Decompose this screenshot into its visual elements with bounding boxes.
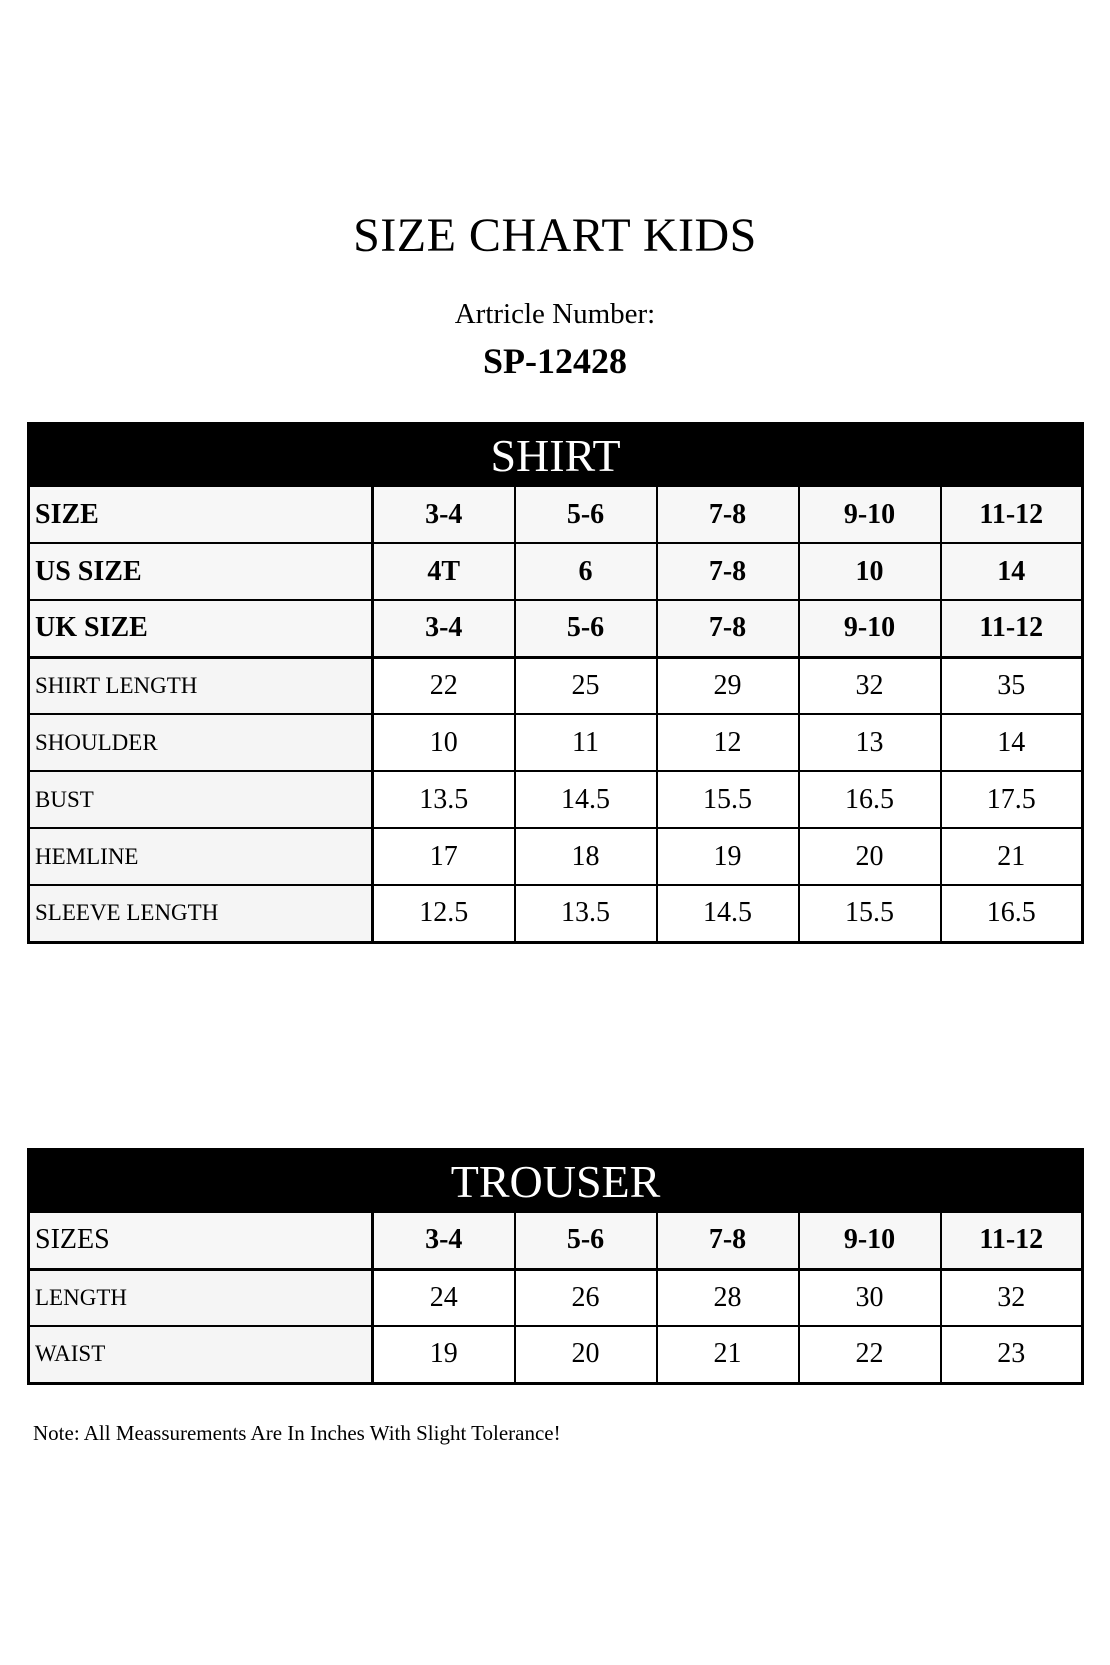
table-cell: 13.5 xyxy=(515,885,657,942)
table-cell: 9-10 xyxy=(799,1212,941,1269)
table-cell: 19 xyxy=(657,828,799,885)
table-row xyxy=(29,885,1083,942)
row-label: UK SIZE xyxy=(29,600,373,657)
table-cell: 20 xyxy=(515,1326,657,1383)
row-label: SHOULDER xyxy=(29,714,373,771)
table-cell: 11 xyxy=(515,714,657,771)
table-cell: 4T xyxy=(373,543,515,600)
shirt-size-table xyxy=(27,422,1084,944)
table-row xyxy=(29,543,1083,600)
row-label: SHIRT LENGTH xyxy=(29,657,373,714)
table-cell: 23 xyxy=(941,1326,1083,1383)
table-cell: 10 xyxy=(799,543,941,600)
table-cell: 16.5 xyxy=(941,885,1083,942)
table-cell: 12 xyxy=(657,714,799,771)
page-title: SIZE CHART KIDS xyxy=(353,209,757,262)
table-cell: 16.5 xyxy=(799,771,941,828)
table-cell: 26 xyxy=(515,1269,657,1326)
trouser-header-row xyxy=(29,1150,1083,1213)
table-cell: 9-10 xyxy=(799,600,941,657)
row-label: LENGTH xyxy=(29,1269,373,1326)
table-row xyxy=(29,1269,1083,1326)
table-cell: 3-4 xyxy=(373,486,515,543)
article-number-value: SP-12428 xyxy=(483,341,627,381)
table-cell: 28 xyxy=(657,1269,799,1326)
table-cell: 19 xyxy=(373,1326,515,1383)
trouser-size-table xyxy=(27,1148,1084,1385)
row-label: SIZE xyxy=(29,486,373,543)
table-row xyxy=(29,714,1083,771)
table-cell: 14 xyxy=(941,714,1083,771)
table-cell: 25 xyxy=(515,657,657,714)
table-cell: 18 xyxy=(515,828,657,885)
row-label: SIZES xyxy=(29,1212,373,1269)
row-label: WAIST xyxy=(29,1326,373,1383)
shirt-header-row xyxy=(29,424,1083,487)
table-cell: 10 xyxy=(373,714,515,771)
row-label: SLEEVE LENGTH xyxy=(29,885,373,942)
table-cell: 7-8 xyxy=(657,600,799,657)
shirt-section-header: SHIRT xyxy=(29,424,1083,487)
table-cell: 22 xyxy=(799,1326,941,1383)
table-cell: 7-8 xyxy=(657,543,799,600)
article-number-label: Artricle Number: xyxy=(454,298,656,330)
table-cell: 17.5 xyxy=(941,771,1083,828)
table-cell: 6 xyxy=(515,543,657,600)
table-row xyxy=(29,486,1083,543)
table-row xyxy=(29,657,1083,714)
table-cell: 12.5 xyxy=(373,885,515,942)
table-cell: 29 xyxy=(657,657,799,714)
table-cell: 11-12 xyxy=(941,1212,1083,1269)
row-label: HEMLINE xyxy=(29,828,373,885)
table-cell: 21 xyxy=(657,1326,799,1383)
table-cell: 24 xyxy=(373,1269,515,1326)
table-cell: 20 xyxy=(799,828,941,885)
table-cell: 32 xyxy=(799,657,941,714)
table-cell: 30 xyxy=(799,1269,941,1326)
table-cell: 17 xyxy=(373,828,515,885)
table-cell: 13.5 xyxy=(373,771,515,828)
row-label: US SIZE xyxy=(29,543,373,600)
row-label: BUST xyxy=(29,771,373,828)
table-cell: 11-12 xyxy=(941,600,1083,657)
table-cell: 32 xyxy=(941,1269,1083,1326)
table-cell: 13 xyxy=(799,714,941,771)
table-cell: 35 xyxy=(941,657,1083,714)
table-cell: 14 xyxy=(941,543,1083,600)
table-cell: 15.5 xyxy=(657,771,799,828)
table-row xyxy=(29,771,1083,828)
table-cell: 14.5 xyxy=(515,771,657,828)
table-cell: 11-12 xyxy=(941,486,1083,543)
table-cell: 3-4 xyxy=(373,600,515,657)
table-cell: 5-6 xyxy=(515,600,657,657)
table-row xyxy=(29,1326,1083,1383)
table-cell: 21 xyxy=(941,828,1083,885)
measurement-note: Note: All Meassurements Are In Inches With Slight Tolerance! xyxy=(33,1421,561,1445)
table-cell: 5-6 xyxy=(515,486,657,543)
table-cell: 22 xyxy=(373,657,515,714)
trouser-section-header: TROUSER xyxy=(29,1150,1083,1213)
table-cell: 5-6 xyxy=(515,1212,657,1269)
table-row xyxy=(29,828,1083,885)
table-cell: 7-8 xyxy=(657,486,799,543)
table-row xyxy=(29,600,1083,657)
table-cell: 15.5 xyxy=(799,885,941,942)
table-cell: 9-10 xyxy=(799,486,941,543)
table-cell: 7-8 xyxy=(657,1212,799,1269)
table-cell: 14.5 xyxy=(657,885,799,942)
table-row xyxy=(29,1212,1083,1269)
table-cell: 3-4 xyxy=(373,1212,515,1269)
